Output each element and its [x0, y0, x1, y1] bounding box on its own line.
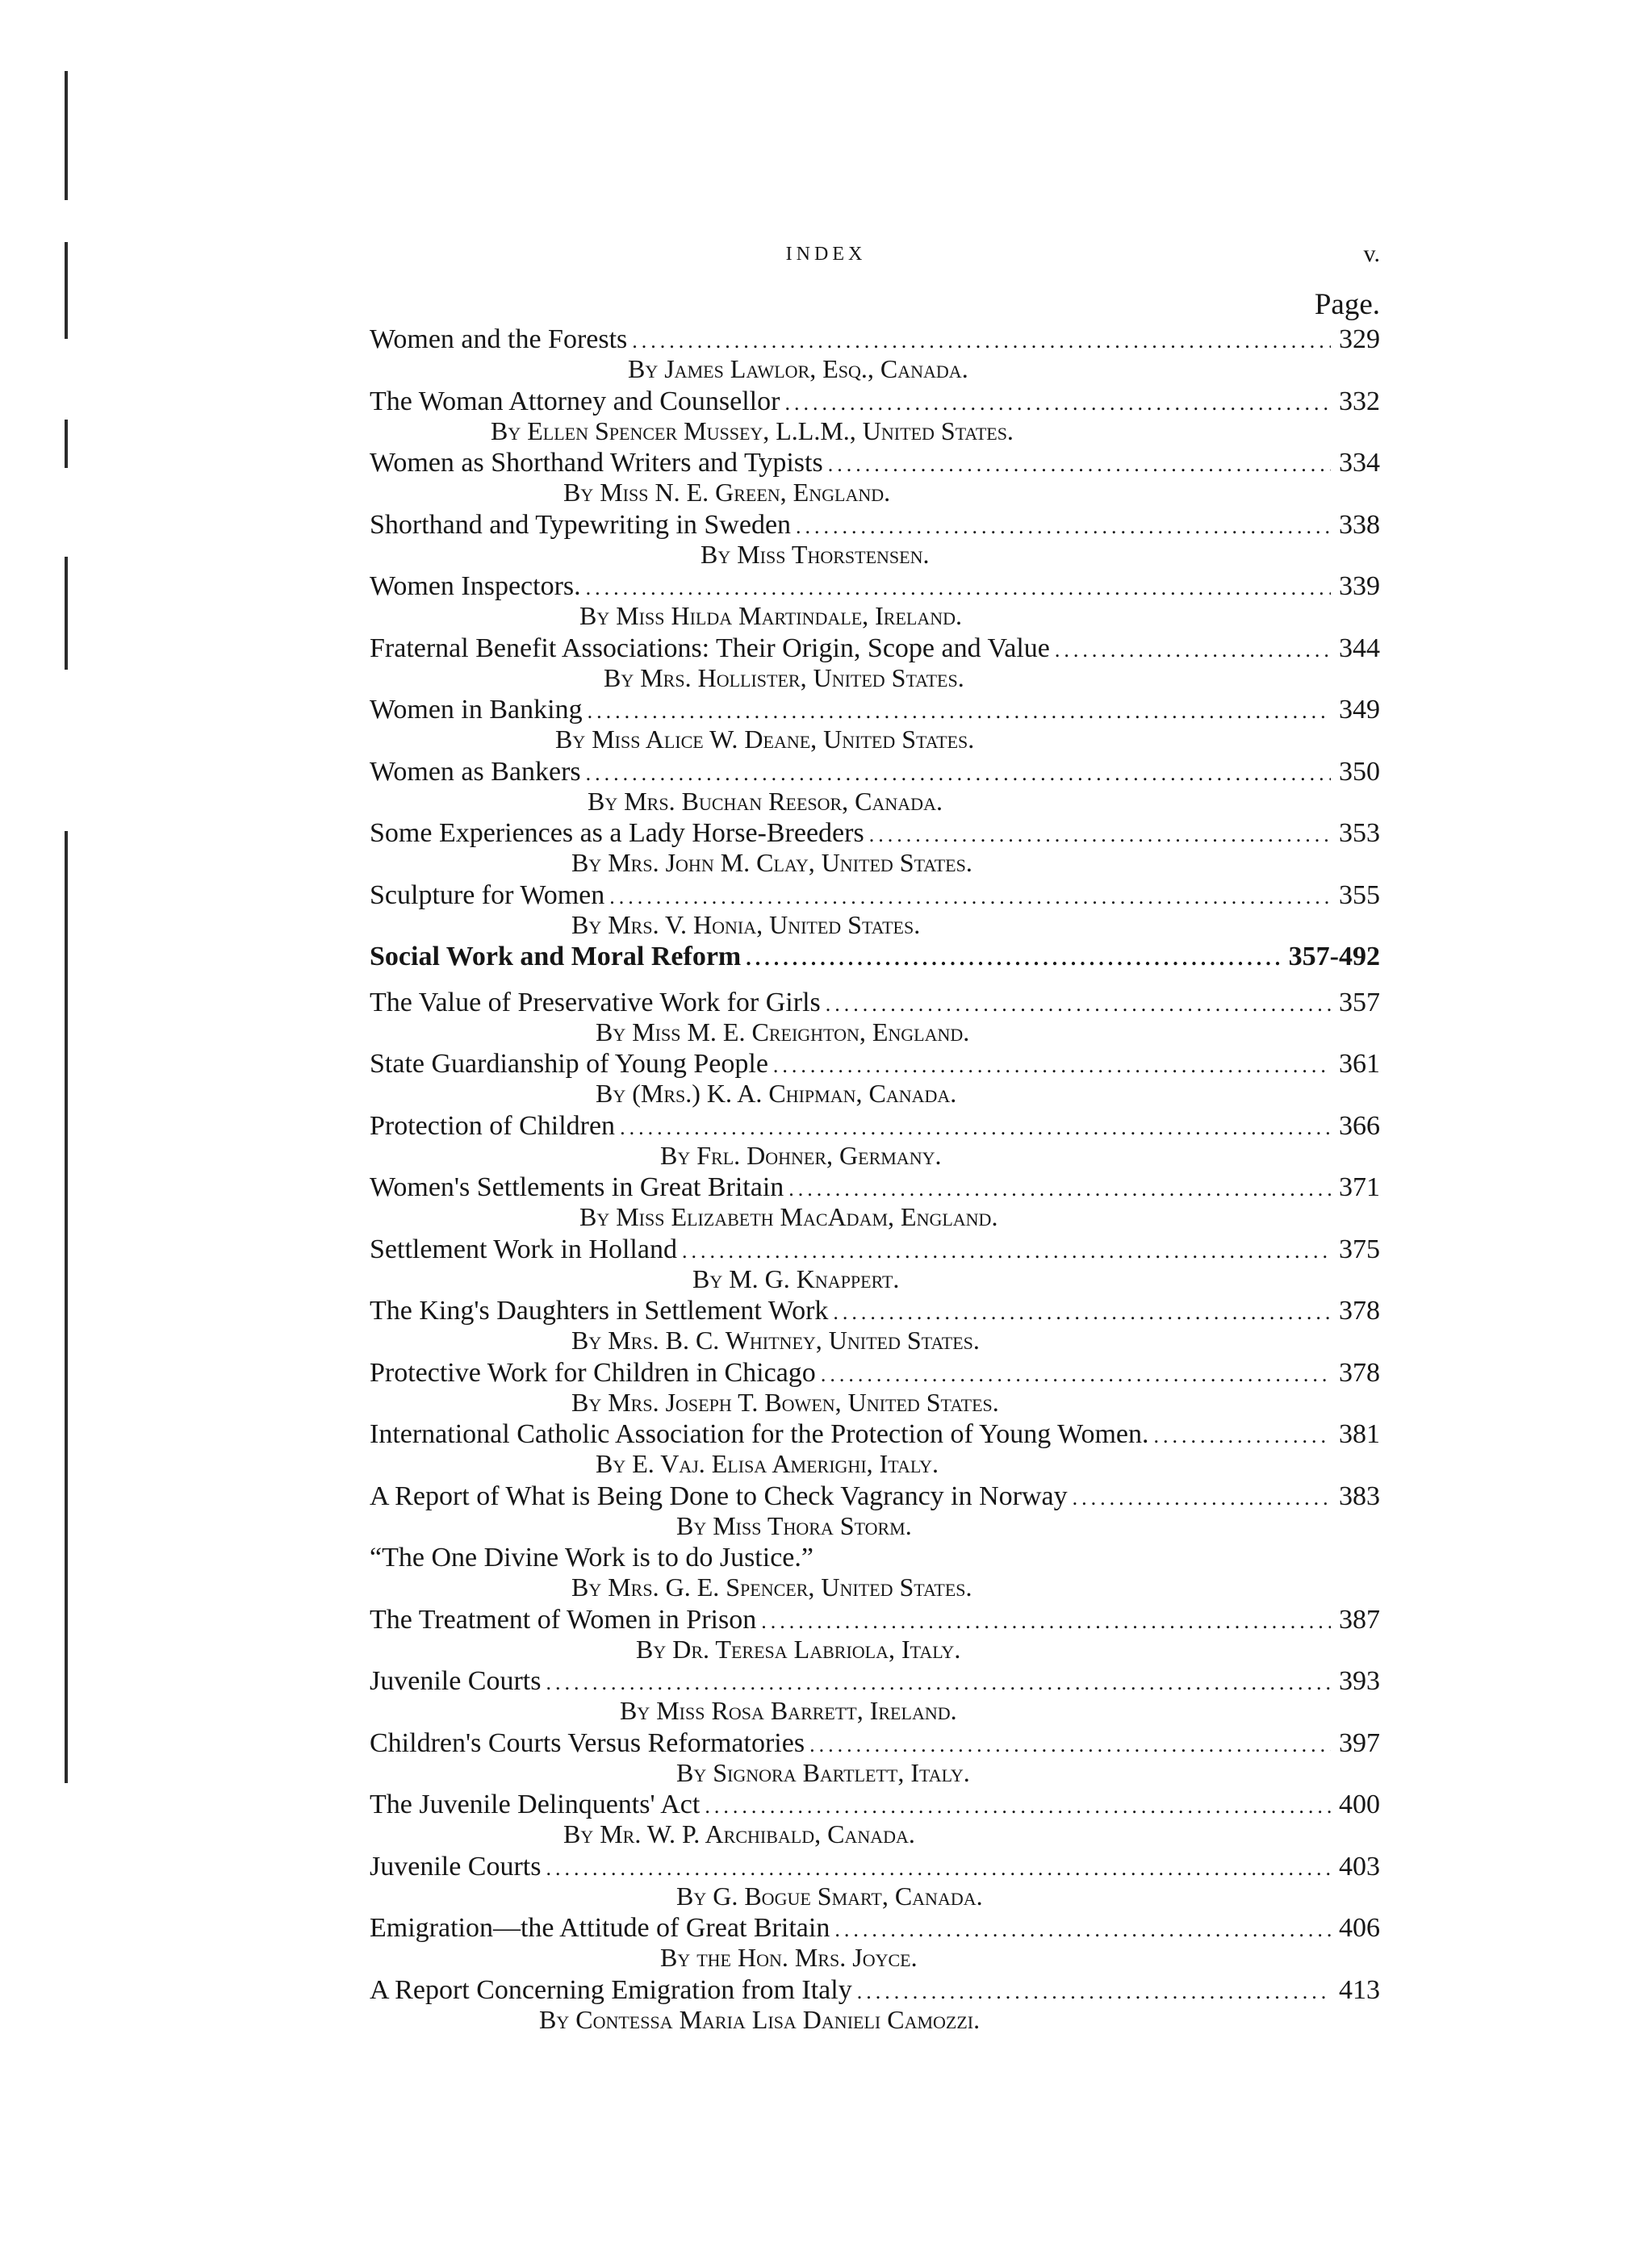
- index-entry: [370, 1790, 1380, 1852]
- index-entry: [370, 1111, 1380, 1173]
- entry-row: [370, 1049, 1380, 1080]
- entry-title: Women's Settlements in Great Britain: [370, 1172, 784, 1203]
- entry-byline: By Miss N. E. Green, England.: [563, 478, 891, 507]
- index-entry: [370, 988, 1380, 1050]
- dot-leader: [632, 326, 1331, 357]
- entry-title: The King's Daughters in Settlement Work: [370, 1296, 829, 1326]
- entry-page-number: 366: [1339, 1110, 1380, 1141]
- entry-byline: By Mrs. Joseph T. Bowen, United States.: [571, 1387, 999, 1417]
- index-entry: [370, 386, 1380, 449]
- dot-leader: [796, 512, 1331, 542]
- dot-leader: [1073, 1483, 1331, 1514]
- dot-leader: [682, 1236, 1331, 1267]
- entry-title: The Juvenile Delinquents' Act: [370, 1790, 701, 1820]
- index-entry: [370, 633, 1380, 695]
- entry-title: The Treatment of Women in Prison: [370, 1604, 757, 1635]
- index-entry: [370, 510, 1380, 572]
- entry-title: Juvenile Courts: [370, 1851, 542, 1882]
- index-entry: [370, 1728, 1380, 1790]
- entry-title: Emigration—the Attitude of Great Britain: [370, 1913, 830, 1944]
- index-entry: [370, 1481, 1380, 1543]
- section-heading: [370, 942, 1380, 988]
- entry-row: [370, 818, 1380, 849]
- index-entry: [370, 1419, 1380, 1481]
- dot-leader: [546, 1668, 1331, 1698]
- entry-page-number: 357-492: [1288, 942, 1380, 971]
- entry-page-number: 413: [1339, 1974, 1380, 2005]
- entry-page-number: 383: [1339, 1481, 1380, 1511]
- entry-byline: By E. Vaj. Elisa Amerighi, Italy.: [596, 1449, 939, 1479]
- dot-leader: [746, 943, 1280, 974]
- entry-page-number: 361: [1339, 1049, 1380, 1080]
- entry-row: [370, 448, 1380, 478]
- edge-mark: [65, 831, 68, 1783]
- entry-byline: By Dr. Teresa Labriola, Italy.: [636, 1634, 961, 1664]
- dot-leader: [821, 1360, 1331, 1390]
- entry-row: [370, 1852, 1380, 1882]
- entry-page-number: 378: [1339, 1357, 1380, 1388]
- entry-row: [370, 1172, 1380, 1203]
- index-entry: [370, 1666, 1380, 1728]
- entry-title: Sculpture for Women: [370, 879, 605, 910]
- entry-title: Women as Bankers: [370, 756, 581, 787]
- entry-page-number: 381: [1339, 1419, 1380, 1450]
- entry-row: [370, 880, 1380, 911]
- entry-byline: By (Mrs.) K. A. Chipman, Canada.: [596, 1079, 957, 1109]
- entry-page-number: 400: [1339, 1790, 1380, 1820]
- entry-page-number: 355: [1339, 879, 1380, 910]
- entry-row: [370, 1481, 1380, 1512]
- entry-byline: By Miss Rosa Barrett, Ireland.: [620, 1696, 957, 1726]
- entry-byline: By Miss Thora Storm.: [676, 1510, 912, 1540]
- index-entry: [370, 571, 1380, 633]
- dot-leader: [586, 758, 1331, 789]
- index-entry: [370, 324, 1380, 386]
- entry-byline: By Miss Elizabeth MacAdam, England.: [579, 1202, 998, 1232]
- entry-page-number: 397: [1339, 1727, 1380, 1758]
- entry-page-number: 357: [1339, 987, 1380, 1017]
- entry-byline: By Miss Alice W. Deane, United States.: [555, 725, 975, 754]
- entry-row: [370, 695, 1380, 725]
- entry-title: Shorthand and Typewriting in Sweden: [370, 509, 792, 540]
- dot-leader: [588, 696, 1331, 727]
- dot-leader: [1055, 635, 1331, 666]
- entry-page-number: 332: [1339, 386, 1380, 416]
- index-list: [370, 324, 1380, 2036]
- entry-byline: By Signora Bartlett, Italy.: [676, 1757, 970, 1787]
- entry-page-number: 350: [1339, 756, 1380, 787]
- index-entry: [370, 1975, 1380, 2037]
- entry-row: [370, 633, 1380, 664]
- entry-title: Settlement Work in Holland: [370, 1234, 677, 1264]
- entry-title: Children's Courts Versus Reformatories: [370, 1727, 805, 1758]
- entry-row: [370, 1666, 1380, 1697]
- entry-byline: By Mr. W. P. Archibald, Canada.: [563, 1819, 915, 1849]
- entry-title: A Report of What is Being Done to Check Vagrancy in Norway: [370, 1481, 1068, 1511]
- dot-leader: [828, 449, 1331, 480]
- page-column-label: Page.: [1314, 288, 1380, 321]
- entry-byline: By Mrs. Hollister, United States.: [604, 662, 964, 692]
- dot-leader: [826, 989, 1331, 1020]
- entry-title: Women as Shorthand Writers and Typists: [370, 448, 823, 478]
- entry-title: Protective Work for Children in Chicago: [370, 1357, 816, 1388]
- index-entry: [370, 695, 1380, 757]
- entry-page-number: 338: [1339, 509, 1380, 540]
- entry-row: [370, 988, 1380, 1018]
- dot-leader: [834, 1915, 1331, 1945]
- entry-page-number: 353: [1339, 818, 1380, 848]
- dot-leader: [761, 1606, 1331, 1637]
- index-entry: [370, 1049, 1380, 1111]
- running-header-page-number: v.: [1363, 240, 1380, 267]
- entry-row: [370, 1358, 1380, 1389]
- dot-leader: [620, 1113, 1331, 1143]
- entry-row: [370, 1605, 1380, 1635]
- edge-mark: [65, 557, 68, 670]
- entry-title: Women and the Forests: [370, 324, 628, 354]
- entry-byline: By Miss M. E. Creighton, England.: [596, 1017, 970, 1046]
- entry-title: A Report Concerning Emigration from Italy: [370, 1974, 852, 2005]
- entry-byline: By James Lawlor, Esq., Canada.: [628, 354, 968, 383]
- running-header-title: INDEX: [785, 244, 867, 265]
- dot-leader: [833, 1297, 1331, 1328]
- index-entry: [370, 1296, 1380, 1358]
- index-entry: [370, 1852, 1380, 1914]
- index-entry: [370, 1358, 1380, 1420]
- entry-title: Some Experiences as a Lady Horse-Breeders: [370, 818, 864, 848]
- entry-title: International Catholic Association for the Protection of Young Women.: [370, 1419, 1149, 1450]
- entry-byline: By Ellen Spencer Mussey, L.L.M., United States.: [491, 416, 1014, 445]
- index-entry: [370, 1234, 1380, 1297]
- dot-leader: [705, 1791, 1331, 1822]
- entry-byline: By G. Bogue Smart, Canada.: [676, 1881, 983, 1911]
- index-entry: [370, 880, 1380, 942]
- entry-byline: By Mrs. John M. Clay, United States.: [571, 848, 972, 877]
- dot-leader: [857, 1977, 1331, 2007]
- entry-title: The Value of Preservative Work for Girls: [370, 987, 821, 1017]
- entry-row: [370, 1543, 1380, 1573]
- entry-row: [370, 1234, 1380, 1265]
- entry-byline: By Contessa Maria Lisa Danieli Camozzi.: [539, 2004, 981, 2034]
- entry-title: Social Work and Moral Reform: [370, 942, 742, 971]
- entry-byline: By Mrs. B. C. Whitney, United States.: [571, 1326, 980, 1355]
- edge-mark: [65, 71, 68, 200]
- dot-leader: [609, 882, 1331, 913]
- dot-leader: [586, 573, 1331, 604]
- entry-row: [370, 1913, 1380, 1944]
- edge-mark: [65, 420, 68, 468]
- entry-page-number: 375: [1339, 1234, 1380, 1264]
- entry-page-number: 378: [1339, 1296, 1380, 1326]
- entry-row: [370, 1975, 1380, 2006]
- entry-page-number: 387: [1339, 1604, 1380, 1635]
- index-entry: [370, 757, 1380, 819]
- index-entry: [370, 1605, 1380, 1667]
- dot-leader: [809, 1730, 1331, 1761]
- entry-page-number: 403: [1339, 1851, 1380, 1882]
- entry-row: [370, 1111, 1380, 1142]
- entry-page-number: 371: [1339, 1172, 1380, 1203]
- entry-byline: By Miss Thorstensen.: [701, 539, 930, 569]
- entry-page-number: 406: [1339, 1913, 1380, 1944]
- index-entry: [370, 448, 1380, 510]
- dot-leader: [1154, 1421, 1332, 1451]
- entry-row: [370, 571, 1380, 602]
- index-entry: [370, 1913, 1380, 1975]
- entry-row: [370, 1728, 1380, 1759]
- entry-row: [370, 510, 1380, 541]
- entry-row: [370, 1419, 1380, 1450]
- entry-title: The Woman Attorney and Counsellor: [370, 386, 780, 416]
- index-entry: [370, 818, 1380, 880]
- dot-leader: [773, 1050, 1331, 1081]
- entry-row: [370, 1296, 1380, 1326]
- entry-title: “The One Divine Work is to do Justice.”: [370, 1543, 813, 1573]
- entry-row: [370, 386, 1380, 417]
- entry-row: [370, 942, 1380, 972]
- entry-page-number: 329: [1339, 324, 1380, 354]
- entry-page-number: 334: [1339, 448, 1380, 478]
- dot-leader: [869, 820, 1331, 850]
- entry-byline: By M. G. Knappert.: [692, 1263, 900, 1293]
- entry-row: [370, 1790, 1380, 1820]
- entry-title: Protection of Children: [370, 1110, 616, 1141]
- entry-byline: By the Hon. Mrs. Joyce.: [660, 1943, 918, 1973]
- entry-title: Juvenile Courts: [370, 1666, 542, 1697]
- entry-byline: By Mrs. Buchan Reesor, Canada.: [588, 786, 943, 816]
- entry-page-number: 339: [1339, 571, 1380, 601]
- entry-page-number: 393: [1339, 1666, 1380, 1697]
- entry-byline: By Frl. Dohner, Germany.: [660, 1140, 942, 1170]
- entry-row: [370, 324, 1380, 355]
- dot-leader: [546, 1853, 1331, 1884]
- index-entry: [370, 1172, 1380, 1234]
- entry-title: Fraternal Benefit Associations: Their Origin, Scope and Value: [370, 633, 1050, 663]
- entry-title: Women in Banking: [370, 695, 583, 725]
- entry-title: State Guardianship of Young People: [370, 1049, 768, 1080]
- dot-leader: [784, 388, 1331, 419]
- index-entry: [370, 1543, 1380, 1605]
- entry-byline: By Mrs. V. Honia, United States.: [571, 909, 921, 939]
- entry-title: Women Inspectors.: [370, 571, 581, 601]
- dot-leader: [788, 1174, 1331, 1205]
- entry-byline: By Miss Hilda Martindale, Ireland.: [579, 601, 962, 630]
- entry-row: [370, 757, 1380, 787]
- entry-page-number: 349: [1339, 695, 1380, 725]
- entry-page-number: 344: [1339, 633, 1380, 663]
- entry-byline: By Mrs. G. E. Spencer, United States.: [571, 1573, 972, 1602]
